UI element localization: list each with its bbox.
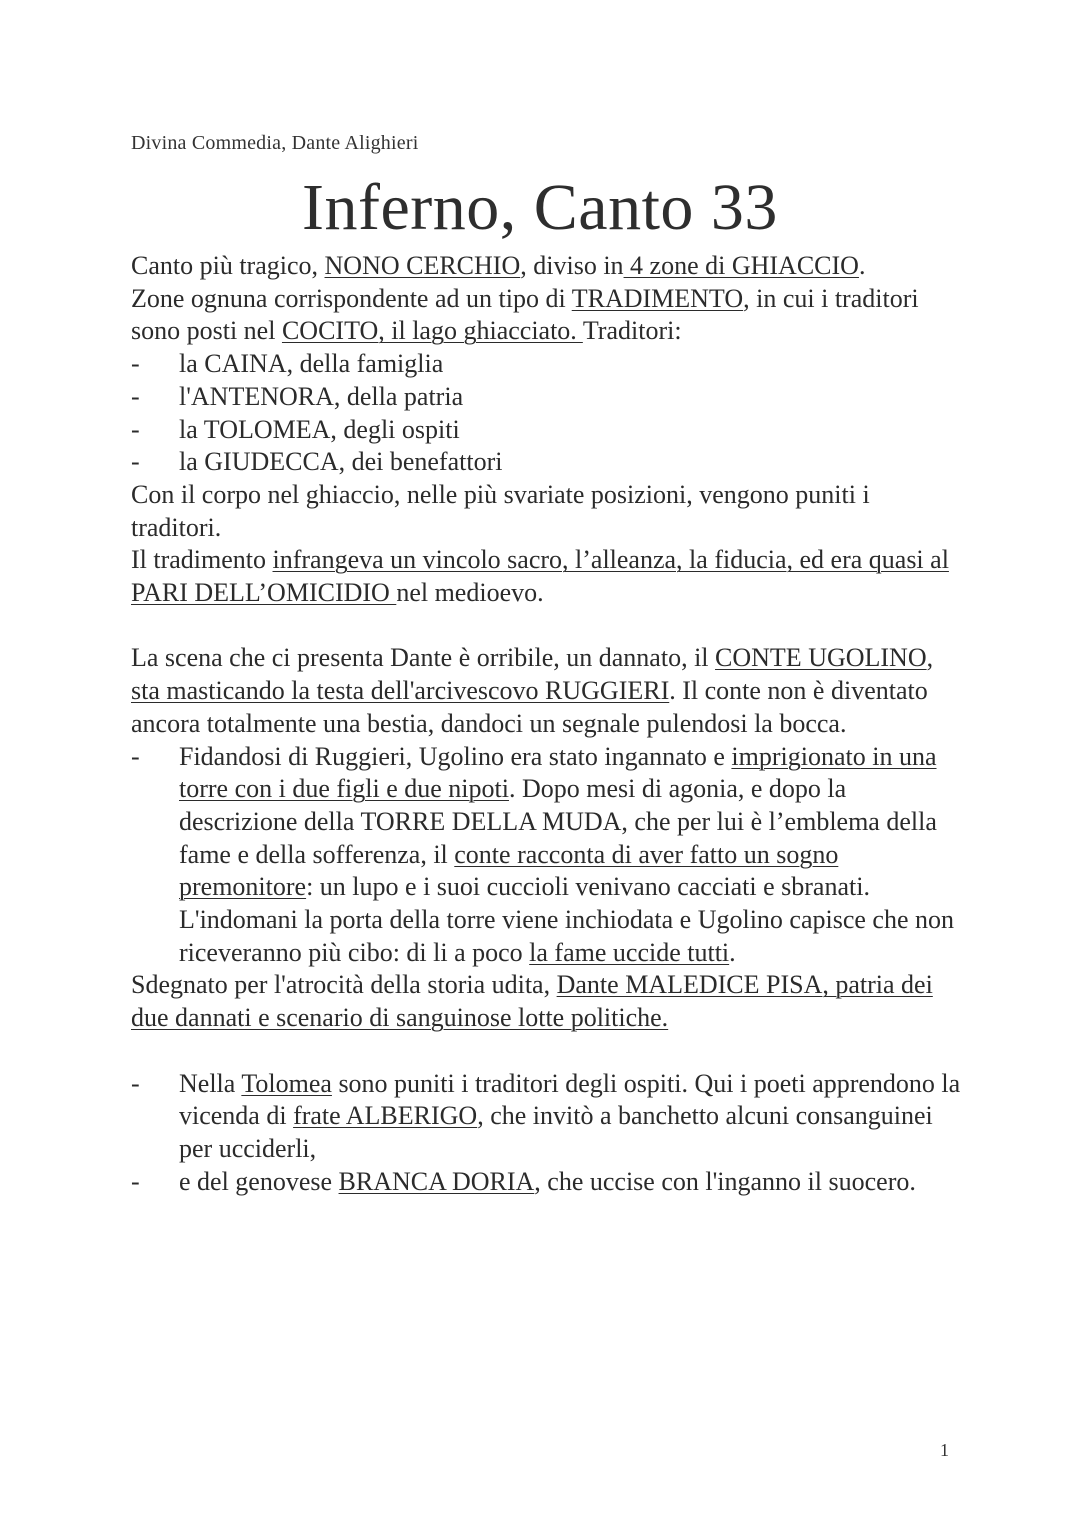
betrayal-paragraph [131,544,961,609]
text-span: . Dopo mesi di agonia, e dopo la descrizione della TORRE DELLA MUDA, che per lui è l’emblema della fame e della sofferenza, il [179,774,937,869]
blank-line [131,610,961,643]
text-span: sono puniti i traditori degli ospiti. Qui i poeti apprendono la vicenda di [179,1068,961,1131]
zone-list [131,348,961,479]
underlined-text: 4 zone di GHIACCIO [623,251,859,280]
blank-line [131,1035,961,1068]
underlined-text: sta masticando la testa dell'arcivescovo RUGGIERI [131,676,670,706]
text-span: . Il conte non è diventato ancora totalmente una bestia, dandoci un segnale pulendosi la bocca. [131,676,928,738]
underlined-text: Dante MALEDICE PISA, patria dei due dannati e scenario di sanguinose lotte politiche. [131,970,933,1033]
underlined-text: Tolomea [241,1068,332,1098]
list-item: - la TOLOMEA, degli ospiti [131,414,961,447]
underlined-text: TRADIMENTO [571,283,744,313]
underlined-text: conte racconta di aver fatto un sogno premonitore [179,839,839,902]
text-span: , che invitò a banchetto alcuni consanguinei per ucciderli, [179,1101,933,1163]
underlined-text: COCITO, il lago ghiacciato. [281,316,583,346]
text-span: . [858,251,866,280]
text-span: Fidandosi di Ruggieri, Ugolino era stato ingannato e [179,741,732,771]
text-span: Zone ognuna corrispondente ad un tipo di [131,283,572,313]
underlined-text: NONO CERCHIO [324,251,521,280]
underlined-text: infrangeva un vincolo sacro, l’alleanza, la fiducia, ed era quasi al PARI DELL’OMICIDIO [131,545,949,608]
intro-paragraph [131,250,961,283]
text-span: Traditori: [582,316,682,346]
text-span: Canto più tragico, [131,251,325,280]
list-item: - l'ANTENORA, della patria [131,381,961,414]
text-span: Sdegnato per l'atrocità della storia udita, [131,970,557,1000]
text-span: : un lupo e i suoi cuccioli venivano cacciati e sbranati. L'indomani la porta della torre viene inchiodata e Ugolino capisce che non riceveranno più cibo: di li a poco [179,872,955,967]
text-span: , [926,643,934,673]
text-span: e del genovese [179,1166,339,1196]
list-item [131,1166,961,1199]
ugolino-list [131,741,961,970]
text-span: Il tradimento [131,545,273,575]
text-span: , che uccise con l'inganno il suocero. [534,1166,916,1196]
underlined-text: CONTE UGOLINO [715,643,927,673]
list-item: - la GIUDECCA, dei benefattori [131,446,961,479]
ice-paragraph: Con il corpo nel ghiaccio, nelle più svariate posizioni, vengono puniti i traditori. [131,479,870,542]
scene-paragraph [131,642,961,740]
tolomea-list [131,1068,961,1199]
text-span: Nella [179,1068,242,1098]
text-span: , diviso in [520,251,624,280]
underlined-text: imprigionato in una torre con i due figli e due nipoti [179,741,937,804]
page-title: Inferno, Canto 33 [302,171,778,244]
zones-paragraph [131,283,961,348]
document-body [131,250,961,1198]
list-item [131,1068,961,1166]
list-item: - la CAINA, della famiglia [131,348,961,381]
underlined-text: BRANCA DORIA [338,1166,535,1196]
text-span: La scena che ci presenta Dante è orribile, un dannato, il [131,643,716,673]
underlined-text: frate ALBERIGO [293,1101,478,1131]
list-item [131,741,961,970]
pisa-paragraph [131,969,961,1034]
text-span: nel medioevo. [396,578,544,608]
text-span: , in cui i traditori sono posti nel [131,283,919,346]
underlined-text: la fame uccide tutti [529,937,730,967]
text-span: . [729,937,736,967]
page-number: 1 [940,1440,949,1460]
document-header: Divina Commedia, Dante Alighieri [131,132,419,154]
